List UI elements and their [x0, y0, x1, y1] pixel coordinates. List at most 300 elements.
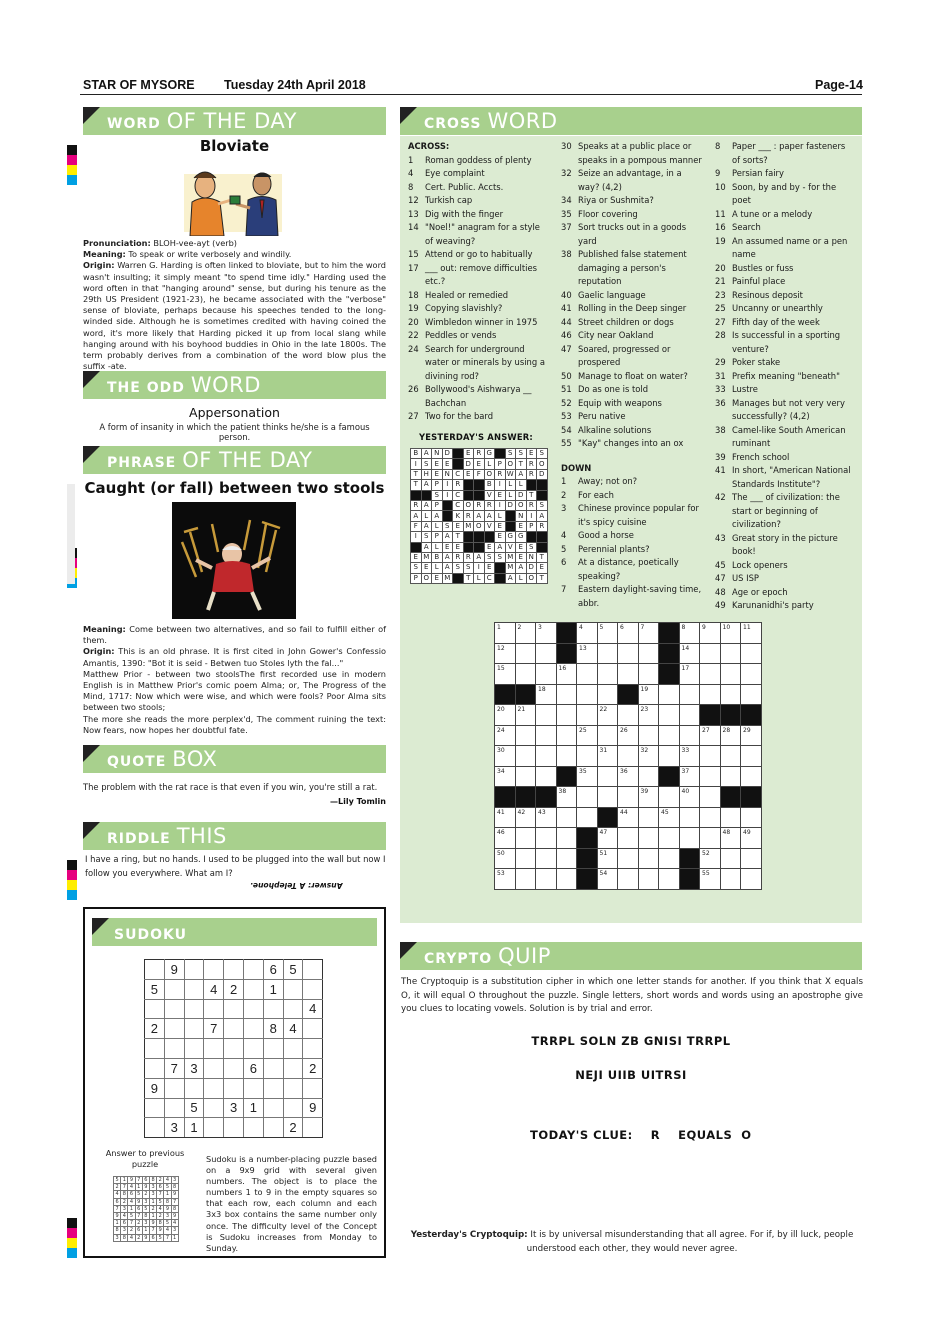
clue-item: 50 Manage to float on water?	[561, 370, 688, 381]
crossword-cell[interactable]: 6	[618, 623, 639, 644]
sudoku-cell[interactable]	[283, 1078, 303, 1098]
prev-sudoku-cell: 1	[165, 1191, 169, 1198]
answer-cell: R	[411, 500, 422, 510]
clue-item: 46 City near Oakland	[561, 330, 654, 340]
crossword-cell[interactable]	[659, 787, 680, 808]
crossword-cell[interactable]	[515, 848, 536, 869]
crossword-cell[interactable]: 2	[515, 623, 536, 644]
crossword-cell[interactable]	[638, 664, 659, 685]
crossword-cell[interactable]: 30	[495, 746, 516, 767]
clue-item: 52 Equip with weapons	[561, 397, 662, 408]
crossword-cell	[556, 643, 577, 664]
sudoku-cell[interactable]	[145, 1098, 165, 1118]
sudoku-cell[interactable]	[224, 1058, 244, 1078]
clue-item: 27 Two for the bard	[408, 411, 494, 421]
crossword-cell[interactable]	[659, 705, 680, 726]
crossword-cell[interactable]	[536, 705, 557, 726]
crossword-cell[interactable]: 13	[577, 643, 598, 664]
sudoku-cell[interactable]	[145, 999, 165, 1019]
sudoku-cell[interactable]	[204, 1118, 224, 1138]
answer-cell: D	[442, 449, 453, 459]
sudoku-cell[interactable]	[224, 999, 244, 1019]
crossword-cell[interactable]	[659, 869, 680, 890]
word-title: Bloviate	[199, 137, 270, 155]
crossword-cell[interactable]: 50	[495, 848, 516, 869]
sudoku-cell[interactable]	[224, 960, 244, 980]
crossword-cell[interactable]: 16	[556, 664, 577, 685]
answer-cell: E	[484, 542, 495, 552]
answer-cell: N	[432, 449, 443, 459]
crossword-cell[interactable]: 26	[618, 725, 639, 746]
sudoku-cell[interactable]	[243, 999, 263, 1019]
sudoku-cell[interactable]	[164, 999, 184, 1019]
answer-cell: A	[537, 511, 548, 521]
prev-sudoku-cell: 5	[144, 1205, 148, 1212]
sudoku-cell[interactable]	[243, 960, 263, 980]
prev-sudoku-cell: 5	[137, 1191, 141, 1198]
prev-sudoku-cell: 6	[151, 1234, 155, 1241]
sudoku-cell[interactable]	[145, 1058, 165, 1078]
answer-cell	[474, 490, 485, 500]
crossword-cell[interactable]	[536, 828, 557, 849]
answer-cell: S	[442, 521, 453, 531]
clue-item: 47 US ISP	[715, 573, 759, 583]
sudoku-cell[interactable]	[224, 1118, 244, 1138]
crossword-cell[interactable]	[638, 848, 659, 869]
answer-cell: S	[421, 532, 432, 542]
answer-cell	[526, 480, 537, 490]
answer-cell: I	[411, 532, 422, 542]
crossword-cell[interactable]: 22	[597, 705, 618, 726]
sudoku-cell[interactable]	[184, 999, 204, 1019]
crossword-cell[interactable]: 34	[495, 766, 516, 787]
sudoku-cell[interactable]	[263, 1058, 283, 1078]
crossword-cell[interactable]	[597, 766, 618, 787]
sudoku-cell[interactable]	[204, 1078, 224, 1098]
crossword-cell[interactable]	[577, 684, 598, 705]
clue-item: 25 Uncanny or unearthly	[715, 303, 823, 313]
crossword-cell[interactable]	[720, 746, 741, 767]
crossword-cell[interactable]	[597, 664, 618, 685]
crossword-cell[interactable]: 51	[597, 848, 618, 869]
crossword-cell[interactable]	[679, 807, 700, 828]
answer-cell: E	[495, 532, 506, 542]
crossword-cell[interactable]	[536, 725, 557, 746]
crossword-cell[interactable]	[536, 746, 557, 767]
crossword-cell[interactable]: 5	[597, 623, 618, 644]
crossword-cell[interactable]: 47	[597, 828, 618, 849]
crossword-cell[interactable]: 29	[741, 725, 762, 746]
crossword-cell[interactable]	[720, 643, 741, 664]
answer-cell: S	[505, 449, 516, 459]
crossword-cell	[577, 869, 598, 890]
crossword-cell[interactable]	[720, 807, 741, 828]
crossword-cell[interactable]: 3	[536, 623, 557, 644]
answer-cell: A	[421, 449, 432, 459]
crossword-cell[interactable]	[700, 746, 721, 767]
crossword-cell[interactable]	[741, 643, 762, 664]
crossword-cell[interactable]: 23	[638, 705, 659, 726]
crossword-header: CROSS WORD	[400, 107, 862, 135]
sudoku-cell[interactable]	[184, 1019, 204, 1039]
crossword-cell[interactable]: 4	[577, 623, 598, 644]
crossword-cell[interactable]	[618, 746, 639, 767]
crossword-cell[interactable]: 38	[556, 787, 577, 808]
sudoku-cell[interactable]	[303, 1039, 323, 1059]
crossword-cell[interactable]	[556, 848, 577, 869]
crossword-cell[interactable]	[556, 725, 577, 746]
answer-cell: P	[526, 521, 537, 531]
prev-sudoku-cell: 2	[137, 1220, 141, 1227]
crossword-cell[interactable]	[515, 766, 536, 787]
crossword-cell[interactable]: 39	[638, 787, 659, 808]
prev-sudoku-cell: 5	[158, 1234, 162, 1241]
crossword-cell[interactable]	[741, 848, 762, 869]
crossword-cell[interactable]	[556, 828, 577, 849]
crossword-cell[interactable]	[556, 807, 577, 828]
sudoku-cell: 4	[283, 1019, 303, 1039]
prev-sudoku-cell: 8	[173, 1184, 177, 1191]
answer-cell: R	[495, 469, 506, 479]
crossword-cell[interactable]	[536, 643, 557, 664]
sudoku-cell[interactable]	[145, 960, 165, 980]
crossword-cell[interactable]	[741, 746, 762, 767]
crossword-cell[interactable]: 24	[495, 725, 516, 746]
crossword-cell[interactable]	[577, 787, 598, 808]
crossword-cell	[495, 787, 516, 808]
crossword-cell[interactable]	[659, 746, 680, 767]
answer-cell: L	[432, 563, 443, 573]
sudoku-cell[interactable]	[243, 1019, 263, 1039]
sudoku-cell: 9	[145, 1078, 165, 1098]
sudoku-cell[interactable]	[184, 960, 204, 980]
sudoku-cell[interactable]	[303, 1118, 323, 1138]
crossword-cell[interactable]	[700, 766, 721, 787]
crossword-cell[interactable]	[638, 643, 659, 664]
clue-item: 4 Good a horse	[561, 530, 634, 540]
prev-sudoku-cell: 2	[129, 1227, 134, 1234]
crossword-cell[interactable]	[515, 725, 536, 746]
crossword-cell[interactable]: 49	[741, 828, 762, 849]
crossword-cell[interactable]: 54	[597, 869, 618, 890]
crossword-cell[interactable]	[659, 848, 680, 869]
clue-item: 31 Prefix meaning "beneath"	[715, 370, 840, 381]
crossword-cell[interactable]: 40	[679, 787, 700, 808]
sudoku-cell[interactable]	[224, 1019, 244, 1039]
crossword-cell[interactable]: 31	[597, 746, 618, 767]
crossword-cell[interactable]	[679, 828, 700, 849]
crossword-cell[interactable]	[720, 848, 741, 869]
answer-cell: E	[516, 521, 527, 531]
crossword-cell[interactable]: 18	[536, 684, 557, 705]
crossword-cell[interactable]	[700, 807, 721, 828]
sudoku-cell[interactable]	[164, 1039, 184, 1059]
sudoku-cell[interactable]	[164, 979, 184, 999]
prev-sudoku-cell: 1	[173, 1234, 177, 1241]
answer-cell	[495, 573, 506, 583]
prev-sudoku-cell: 5	[165, 1220, 169, 1227]
quote-text: The problem with the rat race is that even if you win, you're still a rat.	[83, 782, 378, 792]
sudoku-cell[interactable]	[243, 1078, 263, 1098]
crossword-cell[interactable]	[536, 664, 557, 685]
crossword-cell[interactable]: 48	[720, 828, 741, 849]
sudoku-cell: 2	[145, 1019, 165, 1039]
prev-sudoku-cell: 3	[122, 1227, 126, 1234]
answer-cell: R	[484, 500, 495, 510]
prev-sudoku-cell: 6	[115, 1198, 119, 1205]
crossword-cell[interactable]	[577, 746, 598, 767]
crossword-cell[interactable]: 46	[495, 828, 516, 849]
answer-cell	[526, 532, 537, 542]
crossword-cell[interactable]	[597, 725, 618, 746]
crossword-cell[interactable]: 41	[495, 807, 516, 828]
answer-cell: M	[505, 563, 516, 573]
crossword-cell[interactable]	[618, 664, 639, 685]
answer-cell: R	[453, 552, 464, 562]
crossword-cell[interactable]	[741, 664, 762, 685]
answer-cell: M	[505, 552, 516, 562]
crossword-cell[interactable]: 35	[577, 766, 598, 787]
crossword-cell[interactable]	[618, 869, 639, 890]
sudoku-cell[interactable]	[164, 1098, 184, 1118]
answer-cell: I	[495, 500, 506, 510]
answer-cell	[463, 490, 474, 500]
crossword-cell[interactable]: 43	[536, 807, 557, 828]
sudoku-cell: 7	[204, 1019, 224, 1039]
answer-cell	[537, 480, 548, 490]
sudoku-cell[interactable]	[263, 1118, 283, 1138]
crossword-cell[interactable]: 37	[679, 766, 700, 787]
sudoku-cell[interactable]	[204, 1058, 224, 1078]
answer-cell: T	[411, 469, 422, 479]
crossword-cell[interactable]	[741, 869, 762, 890]
answer-cell	[495, 563, 506, 573]
prev-sudoku-cell: 8	[151, 1177, 155, 1184]
sudoku-cell[interactable]	[263, 1078, 283, 1098]
sudoku-cell: 9	[164, 960, 184, 980]
crossword-cell[interactable]	[618, 848, 639, 869]
crossword-cell[interactable]	[536, 766, 557, 787]
crossword-cell[interactable]	[536, 869, 557, 890]
crossword-cell[interactable]: 7	[638, 623, 659, 644]
crossword-cell[interactable]: 19	[638, 684, 659, 705]
sudoku-cell[interactable]	[145, 1039, 165, 1059]
prev-sudoku-cell: 3	[151, 1191, 155, 1198]
crossword-cell[interactable]	[700, 828, 721, 849]
sudoku-cell[interactable]	[164, 1019, 184, 1039]
crossword-cell[interactable]: 44	[618, 807, 639, 828]
sudoku-cell[interactable]	[283, 1039, 303, 1059]
crossword-cell[interactable]: 53	[495, 869, 516, 890]
sudoku-cell[interactable]	[204, 999, 224, 1019]
crossword-cell[interactable]	[720, 664, 741, 685]
across-clues-col2	[561, 140, 703, 610]
sudoku-cell[interactable]	[283, 1098, 303, 1118]
sudoku-cell: 4	[204, 979, 224, 999]
crossword-cell[interactable]	[741, 766, 762, 787]
answer-cell: D	[463, 459, 474, 469]
crossword-cell[interactable]	[597, 787, 618, 808]
sudoku-cell[interactable]	[164, 1078, 184, 1098]
sudoku-cell[interactable]	[184, 1078, 204, 1098]
answer-cell: E	[463, 449, 474, 459]
crossword-grid[interactable]	[494, 622, 762, 890]
crossword-cell[interactable]: 25	[577, 725, 598, 746]
crossword-cell[interactable]	[556, 684, 577, 705]
crossword-cell[interactable]: 42	[515, 807, 536, 828]
crossword-cell[interactable]: 36	[618, 766, 639, 787]
crossword-cell[interactable]	[638, 807, 659, 828]
sudoku-cell[interactable]	[303, 1019, 323, 1039]
clue-item: 36 Manages but not very very successfully? (4,2)	[715, 397, 845, 421]
answer-cell: I	[526, 511, 537, 521]
crossword-cell[interactable]	[700, 664, 721, 685]
clue-item: 16 Search	[715, 222, 761, 232]
crossword-cell[interactable]: 20	[495, 705, 516, 726]
crossword-cell[interactable]	[638, 766, 659, 787]
crossword-cell[interactable]	[659, 828, 680, 849]
sudoku-cell[interactable]	[184, 1039, 204, 1059]
sudoku-cell[interactable]	[204, 960, 224, 980]
prev-sudoku-cell: 4	[129, 1234, 134, 1241]
crossword-cell[interactable]: 10	[720, 623, 741, 644]
crossword-cell[interactable]	[659, 684, 680, 705]
sudoku-cell[interactable]	[184, 979, 204, 999]
sudoku-cell: 5	[184, 1098, 204, 1118]
sudoku-cell[interactable]	[243, 979, 263, 999]
crossword-cell[interactable]	[679, 725, 700, 746]
crossword-cell[interactable]	[618, 705, 639, 726]
answer-cell: A	[421, 480, 432, 490]
answer-cell	[442, 511, 453, 521]
crossword-cell[interactable]	[679, 684, 700, 705]
crossword-cell	[577, 828, 598, 849]
answer-cell: E	[537, 563, 548, 573]
answer-cell	[463, 542, 474, 552]
crossword-cell[interactable]	[638, 828, 659, 849]
sudoku-cell: 2	[283, 1118, 303, 1138]
crossword-cell[interactable]: 32	[638, 746, 659, 767]
crossword-cell[interactable]	[556, 869, 577, 890]
registration-marks	[67, 145, 77, 185]
crossword-cell[interactable]	[741, 807, 762, 828]
answer-cell: S	[537, 449, 548, 459]
crossword-cell[interactable]	[515, 746, 536, 767]
crossword-cell[interactable]	[638, 725, 659, 746]
crossword-cell[interactable]	[659, 725, 680, 746]
crossword-cell[interactable]: 9	[700, 623, 721, 644]
crossword-cell[interactable]: 33	[679, 746, 700, 767]
crossword-cell[interactable]	[597, 643, 618, 664]
sudoku-cell[interactable]	[204, 1098, 224, 1118]
crossword-cell[interactable]	[720, 766, 741, 787]
sudoku-cell[interactable]	[303, 979, 323, 999]
sudoku-cell[interactable]	[283, 979, 303, 999]
prev-sudoku-cell: 1	[115, 1220, 119, 1227]
crossword-cell[interactable]: 14	[679, 643, 700, 664]
clue-item: 19 An assumed name or a pen name	[715, 235, 848, 259]
sudoku-cell[interactable]	[303, 960, 323, 980]
sudoku-cell[interactable]	[303, 1078, 323, 1098]
sudoku-cell[interactable]	[263, 1098, 283, 1118]
crossword-cell[interactable]	[741, 684, 762, 705]
answer-cell: K	[453, 511, 464, 521]
crossword-cell[interactable]	[556, 705, 577, 726]
crossword-cell[interactable]	[515, 869, 536, 890]
crossword-cell[interactable]	[720, 869, 741, 890]
crossword-cell[interactable]	[536, 848, 557, 869]
crossword-cell[interactable]: 27	[700, 725, 721, 746]
crossword-cell[interactable]	[556, 746, 577, 767]
crossword-cell[interactable]	[597, 684, 618, 705]
sudoku-cell[interactable]	[243, 1118, 263, 1138]
crossword-cell[interactable]	[720, 684, 741, 705]
crossword-cell[interactable]	[618, 828, 639, 849]
answer-cell	[463, 480, 474, 490]
crossword-cell[interactable]	[515, 643, 536, 664]
crossword-cell[interactable]: 21	[515, 705, 536, 726]
crossword-cell[interactable]: 8	[679, 623, 700, 644]
quote-author: —Lily Tomlin	[330, 797, 386, 806]
answer-cell: E	[474, 459, 485, 469]
crossword-cell[interactable]	[679, 705, 700, 726]
crossword-cell[interactable]	[515, 664, 536, 685]
answer-cell: I	[495, 480, 506, 490]
sudoku-cell[interactable]	[243, 1039, 263, 1059]
answer-cell: S	[516, 449, 527, 459]
sudoku-cell[interactable]	[224, 1039, 244, 1059]
sudoku-cell[interactable]	[145, 1118, 165, 1138]
riddle-header: RIDDLE THIS	[83, 822, 386, 850]
answer-cell: E	[495, 521, 506, 531]
crossword-cell[interactable]	[700, 684, 721, 705]
crossword-cell[interactable]	[577, 705, 598, 726]
crossword-cell[interactable]	[577, 807, 598, 828]
crossword-cell[interactable]	[618, 643, 639, 664]
clue-item: 22 Peddles or vends	[408, 330, 497, 340]
crossword-cell[interactable]	[577, 664, 598, 685]
clue-item: 30 Speaks at a public place or speaks in a pompous manner	[561, 141, 702, 165]
crossword-cell[interactable]	[700, 787, 721, 808]
crossword-cell	[495, 684, 516, 705]
sudoku-cell[interactable]	[283, 999, 303, 1019]
crossword-cell[interactable]	[618, 787, 639, 808]
sudoku-cell[interactable]	[204, 1039, 224, 1059]
crossword-cell[interactable]: 1	[495, 623, 516, 644]
crossword-cell[interactable]: 55	[700, 869, 721, 890]
answer-cell: R	[453, 480, 464, 490]
clue-item: 35 Floor covering	[561, 208, 638, 219]
sudoku-cell: 2	[224, 979, 244, 999]
prev-sudoku-cell: 1	[151, 1198, 155, 1205]
crossword-cell[interactable]: 11	[741, 623, 762, 644]
sudoku-cell[interactable]	[283, 1058, 303, 1078]
crossword-cell	[515, 684, 536, 705]
crossword-cell[interactable]: 17	[679, 664, 700, 685]
crossword-cell[interactable]: 45	[659, 807, 680, 828]
crossword-cell[interactable]	[700, 643, 721, 664]
crossword-cell[interactable]	[638, 869, 659, 890]
crossword-cell[interactable]: 15	[495, 664, 516, 685]
sudoku-cell[interactable]	[263, 999, 283, 1019]
sudoku-cell[interactable]	[224, 1078, 244, 1098]
sudoku-cell[interactable]	[263, 1039, 283, 1059]
clue-item: 9 Persian fairy	[715, 168, 784, 178]
crossword-cell[interactable]: 28	[720, 725, 741, 746]
crossword-cell[interactable]: 52	[700, 848, 721, 869]
crossword-cell[interactable]	[515, 828, 536, 849]
crossword-cell[interactable]: 12	[495, 643, 516, 664]
